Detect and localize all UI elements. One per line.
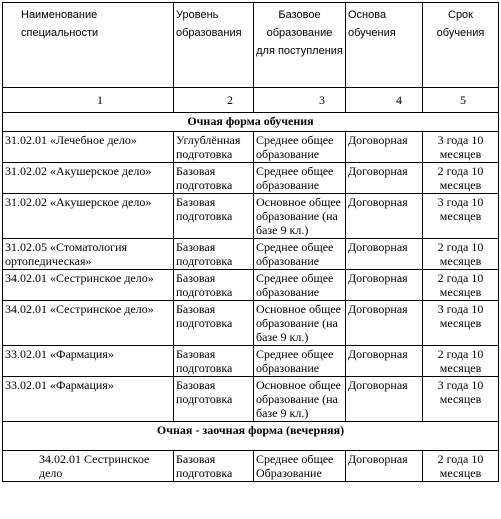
specialty-name: 33.02.01 «Фармация» xyxy=(3,377,174,422)
specialties-table xyxy=(2,2,499,482)
specialty-name: 31.02.02 «Акушерское дело» xyxy=(3,163,174,194)
specialty-name: 34.02.01 «Сестринское дело» xyxy=(3,270,174,301)
education-level: Базовая подготовка xyxy=(174,270,254,301)
table-row xyxy=(3,451,499,482)
base-education: Среднее общее образование xyxy=(254,346,346,377)
study-term: 3 года 10 месяцев xyxy=(423,132,499,163)
column-number: 2 xyxy=(174,88,254,113)
study-basis: Договорная xyxy=(346,377,423,422)
base-education: Основное общее образование (на базе 9 кл.) xyxy=(254,194,346,239)
education-level: Базовая подготовка xyxy=(174,239,254,270)
column-numbers-row xyxy=(3,88,499,113)
section-evening xyxy=(3,422,499,451)
header-base-education: Базовое образование для поступления xyxy=(254,3,346,88)
header-row xyxy=(3,3,499,88)
specialty-name: 34.02.01 Сестринское дело xyxy=(3,451,174,482)
table-row xyxy=(3,346,499,377)
section-title: Очная - заочная форма (вечерняя) xyxy=(3,422,499,451)
table-row xyxy=(3,194,499,239)
column-number: 4 xyxy=(346,88,423,113)
column-number: 5 xyxy=(423,88,499,113)
table-row xyxy=(3,132,499,163)
header-specialty-name: Наименование специальности xyxy=(3,3,174,88)
study-basis: Договорная xyxy=(346,194,423,239)
specialty-name: 34.02.01 «Сестринское дело» xyxy=(3,301,174,346)
header-study-term: Срок обучения xyxy=(423,3,499,88)
header-education-level: Уровень образования xyxy=(174,3,254,88)
study-basis: Договорная xyxy=(346,451,423,482)
table-row xyxy=(3,377,499,422)
study-basis: Договорная xyxy=(346,346,423,377)
study-basis: Договорная xyxy=(346,239,423,270)
specialty-name: 31.02.05 «Стоматология ортопедическая» xyxy=(3,239,174,270)
study-term: 2 года 10 месяцев xyxy=(423,239,499,270)
study-basis: Договорная xyxy=(346,301,423,346)
table-row xyxy=(3,270,499,301)
column-number: 1 xyxy=(3,88,174,113)
education-level: Углублённая подготовка xyxy=(174,132,254,163)
study-term: 2 года 10 месяцев xyxy=(423,163,499,194)
education-level: Базовая подготовка xyxy=(174,301,254,346)
education-level: Базовая подготовка xyxy=(174,451,254,482)
base-education: Среднее общее образование xyxy=(254,163,346,194)
study-term: 2 года 10 месяцев xyxy=(423,346,499,377)
specialty-name: 31.02.01 «Лечебное дело» xyxy=(3,132,174,163)
education-level: Базовая подготовка xyxy=(174,377,254,422)
table-row xyxy=(3,301,499,346)
section-title: Очная форма обучения xyxy=(3,113,499,132)
study-basis: Договорная xyxy=(346,132,423,163)
study-term: 3 года 10 месяцев xyxy=(423,194,499,239)
table-row xyxy=(3,163,499,194)
study-basis: Договорная xyxy=(346,270,423,301)
base-education: Среднее общее образование xyxy=(254,270,346,301)
education-level: Базовая подготовка xyxy=(174,163,254,194)
base-education: Среднее общее образование xyxy=(254,132,346,163)
base-education: Среднее общее Образование xyxy=(254,451,346,482)
specialty-name: 33.02.01 «Фармация» xyxy=(3,346,174,377)
base-education: Среднее общее образование xyxy=(254,239,346,270)
base-education: Основное общее образование (на базе 9 кл.) xyxy=(254,377,346,422)
section-full-time xyxy=(3,113,499,132)
specialty-name: 31.02.02 «Акушерское дело» xyxy=(3,194,174,239)
column-number: 3 xyxy=(254,88,346,113)
table-row xyxy=(3,239,499,270)
study-basis: Договорная xyxy=(346,163,423,194)
base-education: Основное общее образование (на базе 9 кл.) xyxy=(254,301,346,346)
education-level: Базовая подготовка xyxy=(174,194,254,239)
study-term: 2 года 10 месяцев xyxy=(423,270,499,301)
header-study-basis: Основа обучения xyxy=(346,3,423,88)
study-term: 2 года 10 месяцев xyxy=(423,451,499,482)
study-term: 3 года 10 месяцев xyxy=(423,301,499,346)
study-term: 3 года 10 месяцев xyxy=(423,377,499,422)
education-level: Базовая подготовка xyxy=(174,346,254,377)
